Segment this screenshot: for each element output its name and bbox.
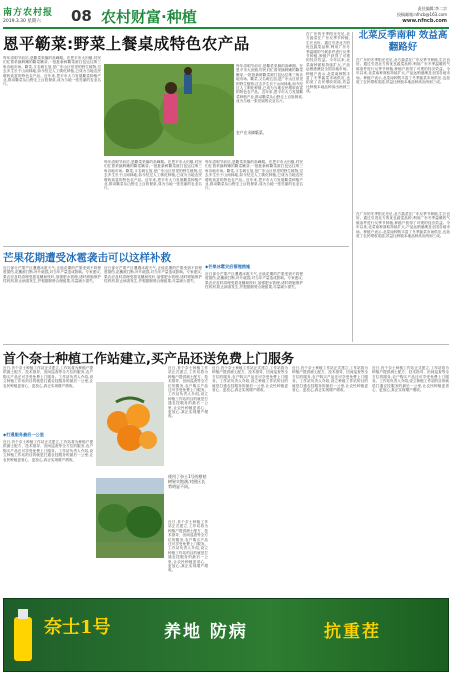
contact-info [397, 6, 447, 24]
lead-headline: 恩平簕菜:野菜上餐桌成特色农产品 [3, 35, 250, 53]
website: www.nfncb.com [402, 18, 447, 24]
right-body-top: 在广东的冬季阳光充足,北方蔬菜在广东反季节种植,生长良好。通过引进北方的优良蔬菜品种,利用广东冬季温暖的气候条件进行反季节种植,种植户获得了可观的经济效益。今年以来,北菜南种面积持续扩大,产品远销港澳及全国各地市场。种植户表示,北菜南种既丰富了冬季蔬菜市场供应,也拓宽了农民增收渠道,效益比种植本地品种高出两到三成。 [356, 58, 450, 85]
third-body-col2: 近日,首个奈士种植工作站正式建立,工作站将为种植户提供测土配方、技术指导、田间巡查等全方位的服务,农户购买产品还可享受免费上门服务。工作站负责人介绍,设立种植工作站的目的就是打通农技服务的最后一公里,让农民种植更省心、更放心,真正实现增产增收。 [168, 366, 208, 419]
second-body-col3: 近日部分芒果产区遭遇冰雹天气,正值花期的芒果受到不同程度损伤,花穗被打断,叶片破损,对当年产量造成影响。专家建议,果农应及时清理受损花穗和枝叶,加强肥水管理,适时喷施保护性药剂,防止病害发生,并根据树势合理留果,尽量减少损失。 [205, 272, 303, 290]
middle-body: 在广东的冬季阳光充足,北方蔬菜在广东反季节种植,生长良好。通过引进北方的优良蔬菜品种,利用广东冬季温暖的气候条件进行反季节种植,种植户获得了可观的经济效益。今年以来,北菜南种面积持续扩大,产品远销港澳及全国各地市场。种植户表示,北菜南种既丰富了冬季蔬菜市场供应,也拓宽了农民增收渠道,效益比种植本地品种高出两到三成。 [306, 32, 350, 94]
section-title: 农村财富·种植 [101, 8, 197, 26]
masthead [3, 3, 449, 29]
right-body-bottom: 在广东的冬季阳光充足,北方蔬菜在广东反季节种植,生长良好。通过引进北方的优良蔬菜品种,利用广东冬季温暖的气候条件进行反季节种植,种植户获得了可观的经济效益。今年以来,北菜南种面积持续扩大,产品远销港澳及全国各地市场。种植户表示,北菜南种既丰富了冬季蔬菜市场供应,也拓宽了农民增收渠道,效益比种植本地品种高出两到三成。 [356, 212, 450, 239]
second-headline: 芒果花期遭受冰雹袭击可以这样补救 [3, 252, 171, 264]
lead-body-col1: 每年清明节前后,是簕菜采摘的高峰期。在恩平市大田镇,村民们忙着采摘鲜嫩的簕菜嫩芽,一批批新鲜簕菜被打包运往珠三角各地市场。簕菜,又名刺五加,是广东山区常见的野生植物,过去多生长于山间林地,如今经过人工驯化种植,已成为当地农民增收致富的特色农产品。近年来,恩平市大力发展簕菜种植产业,推动簕菜从山野走上百姓餐桌,成为当地一张亮丽的农业名片。 [3, 56, 101, 87]
field-illustration [96, 478, 164, 558]
section-divider [3, 246, 349, 247]
ad-slogan: 养地 防病 [164, 622, 248, 642]
lead-photo [104, 64, 234, 156]
page-number: 08 [71, 7, 92, 25]
lead-photo-caption: 农户在采摘簕菜。 [236, 130, 267, 135]
third-headline: 首个奈士种植工作站建立,买产品还送免费上门服务 [3, 352, 294, 367]
third-col1-block [3, 366, 93, 590]
citrus-field-photo [96, 478, 164, 558]
right-headline: 北菜反季南种 效益高翻路好 [358, 30, 448, 53]
issue-date: 2019.3.30 星期六 [3, 19, 41, 24]
oranges-photo [96, 382, 164, 466]
second-subhead-block [205, 264, 303, 342]
newspaper-logo: 南方农村报 [3, 8, 54, 18]
column-divider [352, 32, 353, 342]
third-body-col1a: 近日,首个奈士种植工作站正式建立,工作站将为种植户提供测土配方、技术指导、田间巡查等全方位的服务,农户购买产品还可享受免费上门服务。工作站负责人介绍,设立种植工作站的目的就是打通农技服务的最后一公里,让农民种植更省心、更放心,真正实现增产增收。 [3, 366, 93, 388]
third-body-col3: 近日,首个奈士种植工作站正式建立,工作站将为种植户提供测土配方、技术指导、田间巡查等全方位的服务,农户购买产品还可享受免费上门服务。工作站负责人介绍,设立种植工作站的目的就是打通农技服务的最后一公里,让农民种植更省心、更放心,真正实现增产增收。 [212, 366, 288, 393]
lead-body-col4: 每年清明节前后,是簕菜采摘的高峰期。在恩平市大田镇,村民们忙着采摘鲜嫩的簕菜嫩芽,一批批新鲜簕菜被打包运往珠三角各地市场。簕菜,又名刺五加,是广东山区常见的野生植物,过去多生长于山间林地,如今经过人工驯化种植,已成为当地农民增收致富的特色农产品。近年来,恩平市大力发展簕菜种植产业,推动簕菜从山野走上百姓餐桌,成为当地一张亮丽的农业名片。 [236, 64, 303, 104]
third-body-col4: 近日,首个奈士种植工作站正式建立,工作站将为种植户提供测土配方、技术指导、田间巡查等全方位的服务,农户购买产品还可享受免费上门服务。工作站负责人介绍,设立种植工作站的目的就是打通农技服务的最后一公里,让农民种植更省心、更放心,真正实现增产增收。 [292, 366, 368, 393]
right-column [356, 30, 450, 342]
oranges-illustration [96, 382, 164, 466]
advertisement-banner[interactable] [3, 598, 449, 672]
contact-email: 投稿邮箱:nfncb@163.com [396, 12, 447, 17]
farmer-photo-illustration [104, 64, 234, 156]
third-body-col2b: 近日,首个奈士种植工作站正式建立,工作站将为种植户提供测土配方、技术指导、田间巡查等全方位的服务,农户购买产品还可享受免费上门服务。工作站负责人介绍,设立种植工作站的目的就是打通农技服务的最后一公里,让农民种植更省心、更放心,真正实现增产增收。 [168, 520, 208, 573]
second-body-col1: 近日部分芒果产区遭遇冰雹天气,正值花期的芒果受到不同程度损伤,花穗被打断,叶片破损,对当年产量造成影响。专家建议,果农应及时清理受损花穗和枝叶,加强肥水管理,适时喷施保护性药剂,防止病害发生,并根据树势合理留果,尽量减少损失。 [3, 266, 101, 284]
lead-body-col3: 每年清明节前后,是簕菜采摘的高峰期。在恩平市大田镇,村民们忙着采摘鲜嫩的簕菜嫩芽,一批批新鲜簕菜被打包运往珠三角各地市场。簕菜,又名刺五加,是广东山区常见的野生植物,过去多生长于山间林地,如今经过人工驯化种植,已成为当地农民增收致富的特色农产品。近年来,恩平市大力发展簕菜种植产业,推动簕菜从山野走上百姓餐桌,成为当地一张亮丽的农业名片。 [205, 160, 303, 191]
field-photo-caption: 使用了奈士1号的柑桔树果实饱满,对照区长势明显不同。 [168, 474, 207, 489]
ad-brand: 奈士1号 [44, 617, 111, 638]
lead-body-col2: 每年清明节前后,是簕菜采摘的高峰期。在恩平市大田镇,村民们忙着采摘鲜嫩的簕菜嫩芽,一批批新鲜簕菜被打包运往珠三角各地市场。簕菜,又名刺五加,是广东山区常见的野生植物,过去多生长于山间林地,如今经过人工驯化种植,已成为当地农民增收致富的特色农产品。近年来,恩平市大力发展簕菜种植产业,推动簕菜从山野走上百姓餐桌,成为当地一张亮丽的农业名片。 [104, 160, 202, 191]
third-body-col1b: 近日,首个奈士种植工作站正式建立,工作站将为种植户提供测土配方、技术指导、田间巡查等全方位的服务,农户购买产品还可享受免费上门服务。工作站负责人介绍,设立种植工作站的目的就是打通农技服务的最后一公里,让农民种植更省心、更放心,真正实现增产增收。 [3, 440, 93, 462]
second-subhead: ◆芒果冰雹灾后管理措施 [205, 264, 251, 269]
second-body-col2: 近日部分芒果产区遭遇冰雹天气,正值花期的芒果受到不同程度损伤,花穗被打断,叶片破损,对当年产量造成影响。专家建议,果农应及时清理受损花穗和枝叶,加强肥水管理,适时喷施保护性药剂,防止病害发生,并根据树势合理留果,尽量减少损失。 [104, 266, 202, 284]
section-divider-2 [3, 344, 449, 345]
ad-slogan-2: 抗重茬 [324, 622, 381, 642]
third-subhead: ◆打通服务最后一公里 [3, 432, 44, 437]
editor-line: 责任编辑:李二宗 [417, 6, 447, 11]
third-body-col5: 近日,首个奈士种植工作站正式建立,工作站将为种植户提供测土配方、技术指导、田间巡查等全方位的服务,农户购买产品还可享受免费上门服务。工作站负责人介绍,设立种植工作站的目的就是打通农技服务的最后一公里,让农民种植更省心、更放心,真正实现增产增收。 [372, 366, 449, 393]
product-bottle-icon [8, 607, 38, 665]
